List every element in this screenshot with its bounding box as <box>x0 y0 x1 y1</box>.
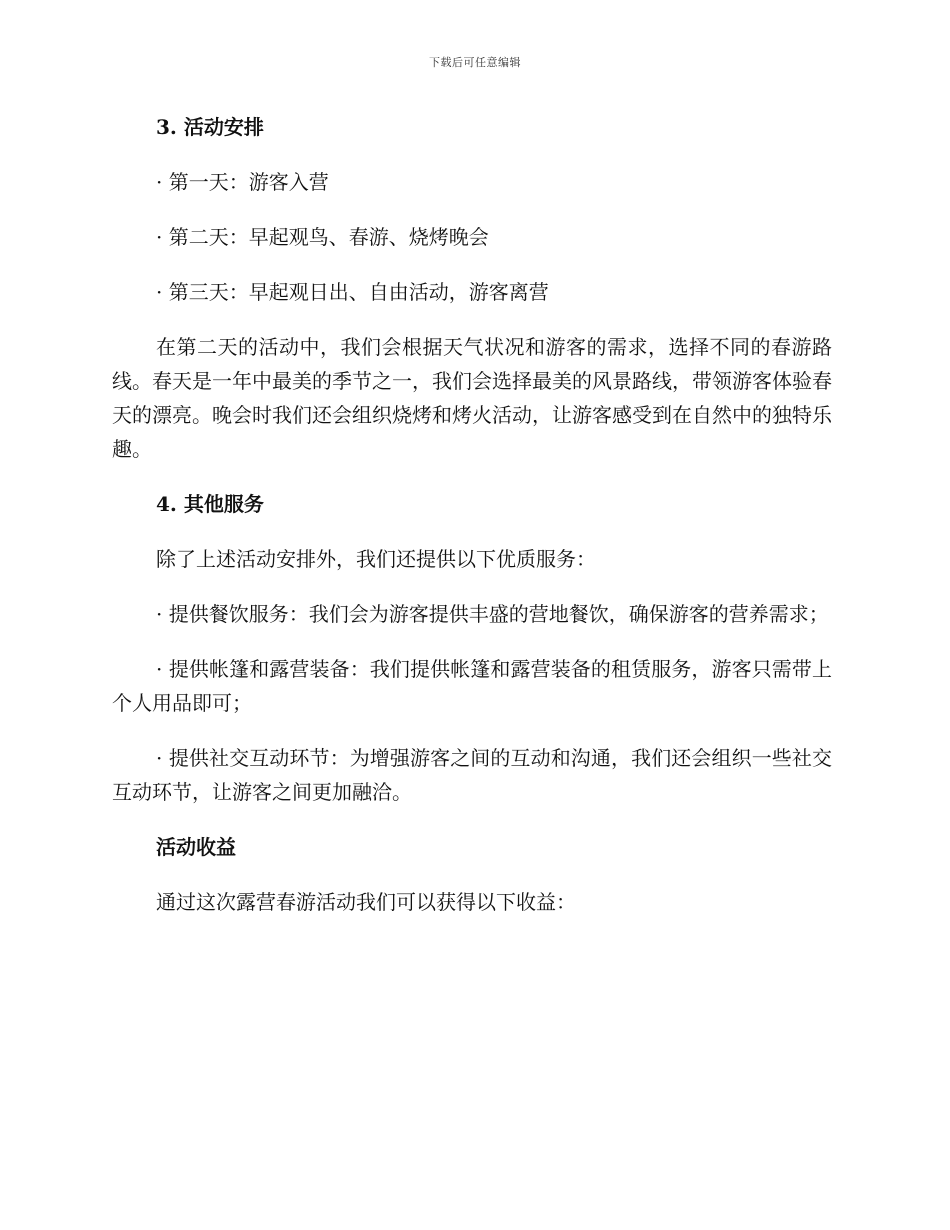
service-item-tent-equipment: · 提供帐篷和露营装备：我们提供帐篷和露营装备的租赁服务，游客只需带上个人用品即可； <box>112 657 832 715</box>
document-body <box>112 110 832 940</box>
section-heading-activity-benefits: 活动收益 <box>156 835 236 859</box>
service-item-catering: · 提供餐饮服务：我们会为游客提供丰盛的营地餐饮，确保游客的营养需求； <box>156 602 829 626</box>
benefits-intro-paragraph: 通过这次露营春游活动我们可以获得以下收益： <box>156 890 576 914</box>
service-item-social-interaction: · 提供社交互动环节：为增强游客之间的互动和沟通，我们还会组织一些社交互动环节，让游客之间更加融洽。 <box>112 746 832 804</box>
schedule-item-day2: · 第二天：早起观鸟、春游、烧烤晚会 <box>156 225 489 249</box>
page-header-note: 下载后可任意编辑 <box>429 56 521 69</box>
section-heading-activity-schedule: 3. 活动安排 <box>156 115 264 139</box>
section-heading-other-services: 4. 其他服务 <box>156 492 264 516</box>
schedule-item-day1: · 第一天：游客入营 <box>156 170 329 194</box>
schedule-item-day3: · 第三天：早起观日出、自由活动，游客离营 <box>156 280 549 304</box>
schedule-description-paragraph: 在第二天的活动中，我们会根据天气状况和游客的需求，选择不同的春游路线。春天是一年中最美的季节之一，我们会选择最美的风景路线，带领游客体验春天的漂亮。晚会时我们还会组织烧烤和烤火活动，让游客感受到在自然中的独特乐趣。 <box>112 335 832 461</box>
services-intro-paragraph: 除了上述活动安排外，我们还提供以下优质服务： <box>156 547 596 571</box>
